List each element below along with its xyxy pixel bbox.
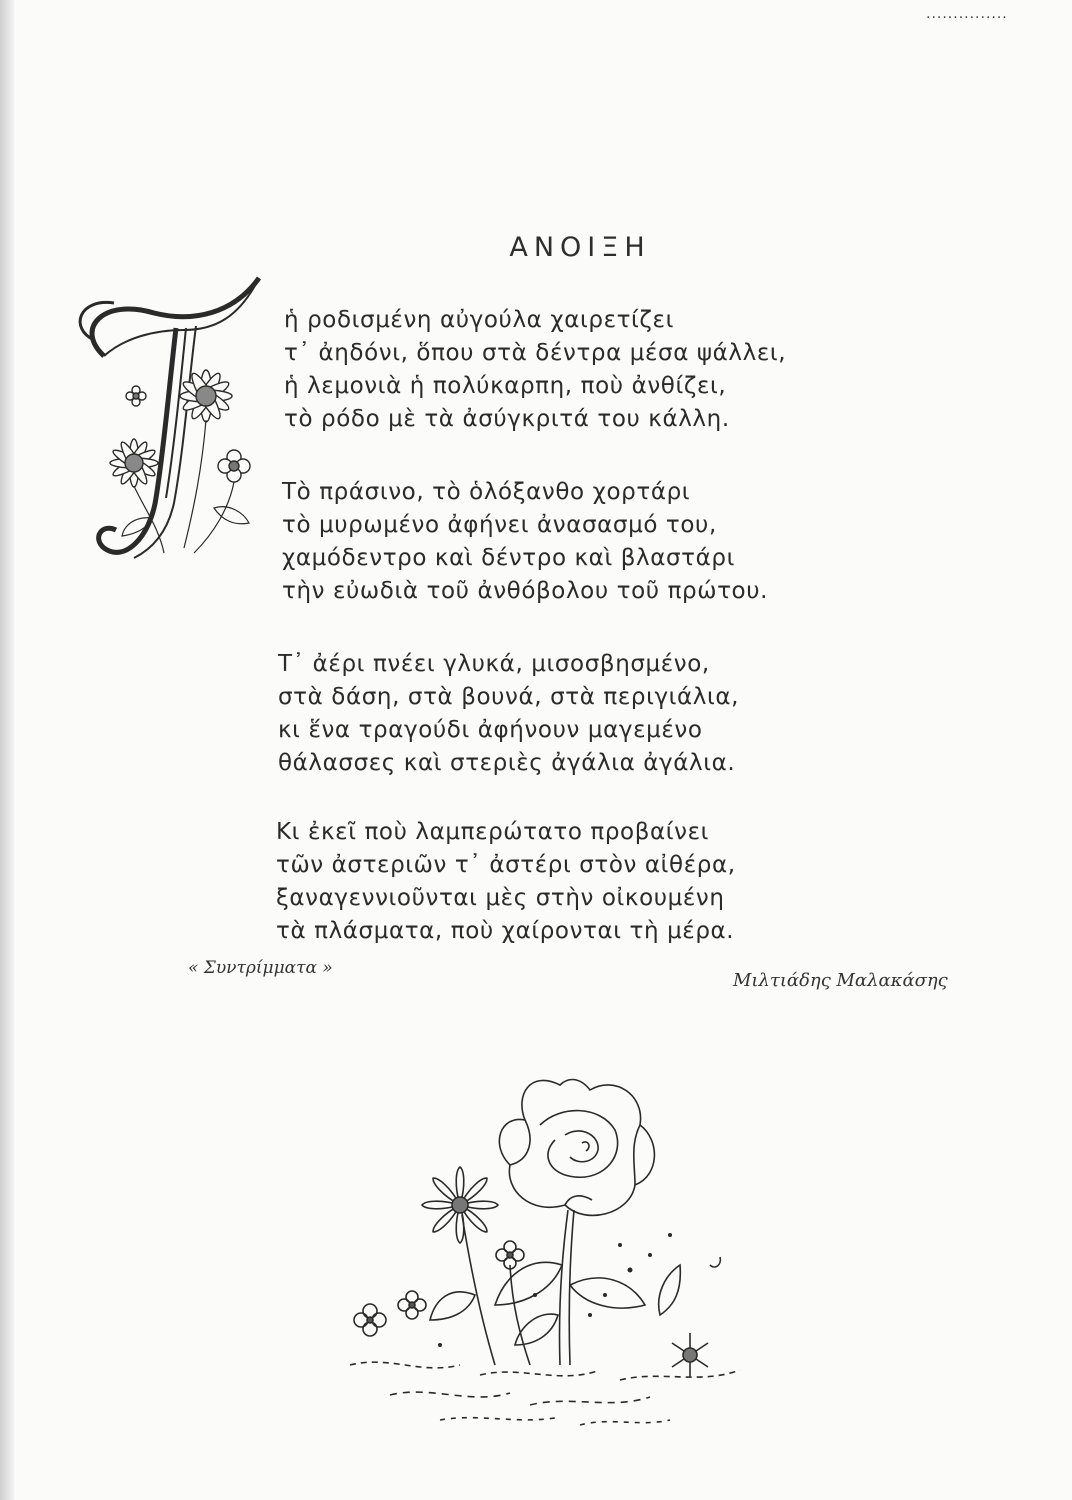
verse-line: θάλασσες καὶ στεριὲς ἀγάλια ἀγάλια. (278, 750, 736, 776)
verse-line: ἡ λεμονιὰ ἡ πολύκαρπη, ποὺ ἀνθίζει, (284, 373, 727, 399)
poem-title: ΑΝΟΙΞΗ (509, 232, 651, 263)
verse-line: Τ᾽ ἀέρι πνέει γλυκά, μισοσβησμένο, (278, 651, 710, 677)
verse-line: Τὸ πράσινο, τὸ ὁλόξανθο χορτάρι (282, 479, 691, 505)
rose-and-wildflowers-illustration-icon (330, 1065, 775, 1445)
verse-line: τῶν ἀστεριῶν τ᾽ ἀστέρι στὸν αἰθέρα, (276, 852, 736, 878)
ornamental-letter-with-daisies-icon (64, 268, 274, 576)
verse-line: Κι ἐκεῖ ποὺ λαμπερώτατο προβαίνει (276, 819, 710, 845)
page-binding-edge (0, 0, 14, 1500)
verse-line: ξαναγεννιοῦνται μὲς στὴν οἰκουμένη (276, 885, 725, 911)
poem-author: Μιλτιάδης Μαλακάσης (733, 970, 948, 991)
stanza-2 (282, 476, 768, 608)
verse-line: τὸ μυρωμένο ἀφήνει ἀνασασμό του, (282, 512, 717, 538)
corner-mark: ............... (926, 6, 1008, 22)
verse-line: στὰ δάση, στὰ βουνά, στὰ περιγιάλια, (278, 684, 740, 710)
stanza-4 (276, 816, 736, 948)
verse-line: τ᾽ ἀηδόνι, ὅπου στὰ δέντρα μέσα ψάλλει, (284, 340, 787, 366)
verse-line: χαμόδεντρο καὶ δέντρο καὶ βλαστάρι (282, 545, 735, 571)
verse-line: κι ἕνα τραγούδι ἀφήνουν μαγεμένο (278, 717, 703, 743)
verse-line: τὴν εὐωδιὰ τοῦ ἀνθόβολου τοῦ πρώτου. (282, 578, 769, 604)
stanza-1 (284, 304, 786, 436)
stanza-3 (278, 648, 739, 780)
verse-line: τὰ πλάσματα, ποὺ χαίρονται τὴ μέρα. (276, 918, 735, 944)
verse-line: τὸ ρόδο μὲ τὰ ἀσύγκριτά του κάλλη. (284, 406, 730, 432)
verse-line: ἡ ροδισμένη αὐγούλα χαιρετίζει (284, 307, 674, 333)
poem-source: « Συντρίμματα » (188, 958, 333, 978)
